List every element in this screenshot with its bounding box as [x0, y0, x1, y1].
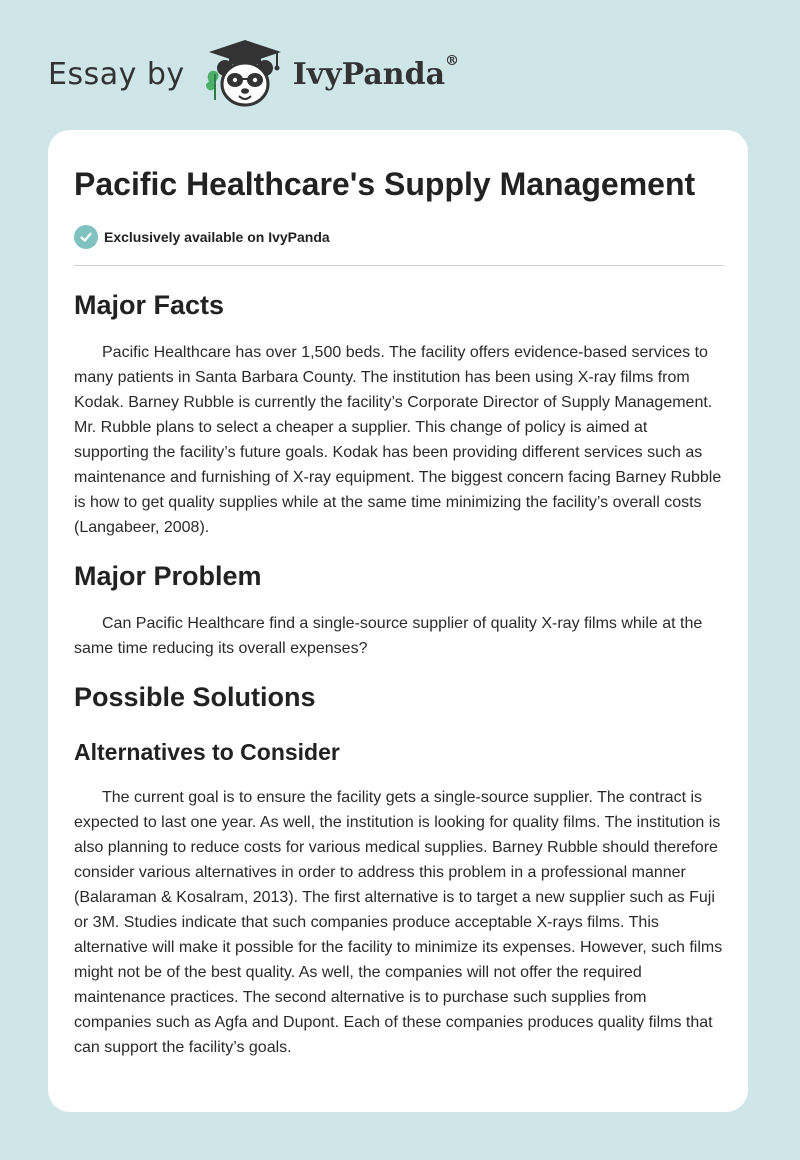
registered-mark: ® — [445, 52, 460, 69]
essay-content — [74, 130, 724, 1060]
brand-header[interactable] — [48, 38, 459, 110]
exclusive-badge — [74, 224, 724, 250]
paragraph-alternatives: The current goal is to ensure the facility gets a single-source supplier. The contract is expected to last one year. As well, the institution is looking for quality films. The institution is also planning to reduce costs for various medical supplies. Barney Rubble should therefore consider various alternatives in order to address this problem in a professional manner (Balaraman & Kosalram, 2013). The first alternative is to target a new supplier such as Fuji or 3M. Studies indicate that such companies produce acceptable X-rays films. This alternative will make it possible for the facility to minimize its expenses. However, such films might not be of the best quality. As well, the companies will not offer the required maintenance practices. The second alternative is to purchase such supplies from companies such as Agfa and Dupont. Each of these companies produces quality films that can support the facility’s goals. — [74, 789, 723, 1056]
heading-possible-solutions: Possible Solutions — [74, 682, 316, 712]
paragraph-major-facts: Pacific Healthcare has over 1,500 beds. The facility offers evidence-based services to many patients in Santa Barbara County. The institution has been using X-ray films from Kodak. Barney Rubble is currently the facility’s Corporate Director of Supply Management. Mr. Rubble plans to select a cheaper a supplier. This change of policy is aimed at supporting the facility’s future goals. Kodak has been providing different services such as maintenance and furnishing of X-ray equipment. The biggest concern facing Barney Rubble is how to get quality supplies while at the same time minimizing the facility’s overall costs (Langabeer, 2008). — [74, 344, 722, 536]
exclusive-badge-text: Exclusively available on IvyPanda — [104, 229, 330, 245]
title-divider — [74, 265, 724, 266]
essay-card — [48, 130, 748, 1112]
check-circle-icon — [74, 225, 98, 249]
panda-graduate-icon — [203, 38, 287, 110]
paragraph-major-problem: Can Pacific Healthcare find a single-source supplier of quality X-ray films while at the same time reducing its overall expenses? — [74, 615, 703, 657]
brand-prefix: Essay by — [48, 56, 185, 92]
brand-name: IvyPanda® — [292, 52, 460, 92]
heading-major-facts: Major Facts — [74, 290, 225, 320]
subheading-alternatives: Alternatives to Consider — [74, 739, 340, 765]
page-title: Pacific Healthcare's Supply Management — [74, 166, 696, 202]
heading-major-problem: Major Problem — [74, 561, 262, 591]
